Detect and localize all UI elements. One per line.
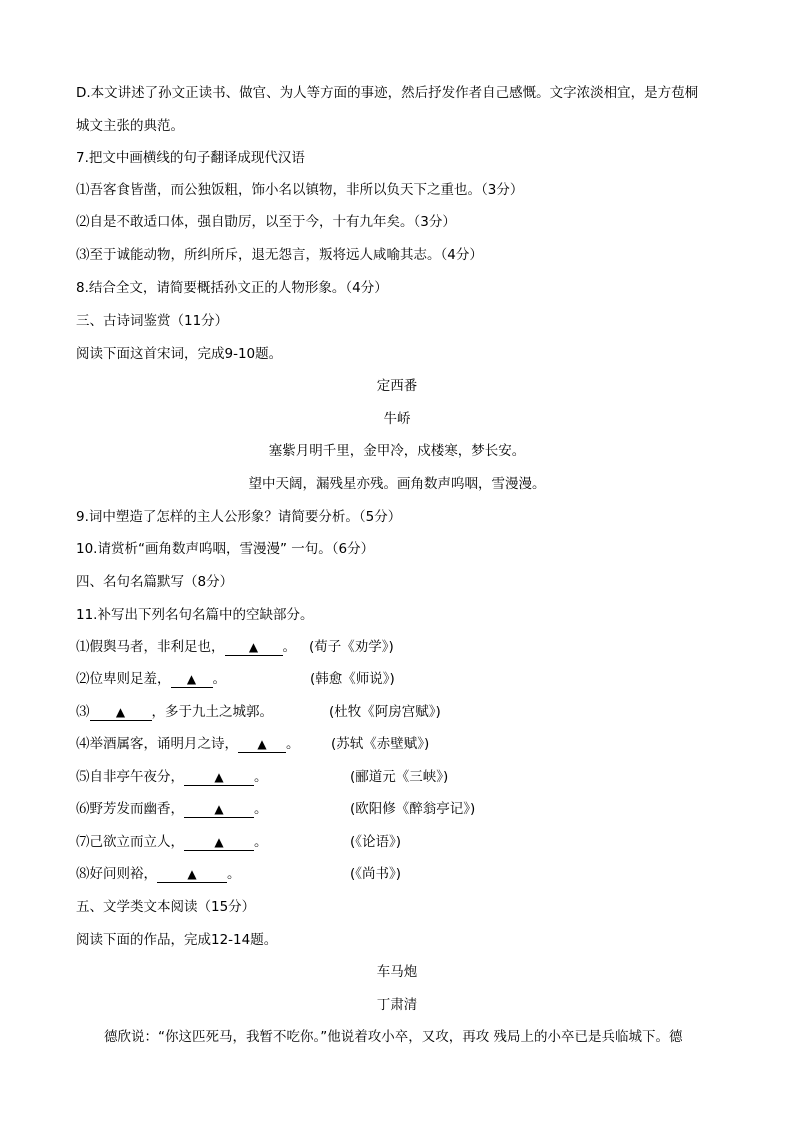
fill-item-4: ⑷举酒属客，诵明月之诗， ▲ 。 [76,736,300,752]
fill-item-6: ⑹野芳发而幽香， ▲ 。 [76,801,268,817]
triangle-mark: ▲ [214,835,224,849]
question-7-item-3: ⑶至于诚能动物，所纠所斥，退无怨言，叛将远人咸喻其志。（4分） [76,247,483,263]
fill-item-2: ⑵位卑则足羞， ▲ 。 [76,671,226,687]
fill-source-2: (韩愈《师说》) [310,671,395,687]
answer-blank[interactable] [157,866,227,883]
answer-blank[interactable] [184,834,254,851]
fill-item-8: ⑻好问则裕， ▲ 。 [76,866,241,882]
question-11: 11.补写出下列名句名篇中的空缺部分。 [76,607,314,623]
option-d-line2: 城文主张的典范。 [76,118,184,134]
fill-source-7: (《论语》) [350,834,402,850]
fill-source-6: (欧阳修《醉翁亭记》) [350,801,476,817]
fill-source-5: (郦道元《三峡》) [350,769,449,785]
fill-item-1: ⑴假舆马者，非利足也， ▲ 。 [76,639,296,655]
poem-line-1: 塞紫月明千里，金甲冷，戍楼寒，梦长安。 [268,443,526,459]
fill-source-1: (荀子《劝学》) [309,639,394,655]
fill-source-8: (《尚书》) [350,866,402,882]
triangle-mark: ▲ [257,737,267,751]
fill-item-3: ⑶ ▲ ，多于九土之城郭。 [76,704,273,720]
story-instruction: 阅读下面的作品，完成12-14题。 [76,932,278,948]
question-7: 7.把文中画横线的句子翻译成现代汉语 [76,150,305,166]
story-author: 丁肃清 [376,997,418,1013]
section-4-heading: 四、名句名篇默写（8分） [76,574,234,590]
question-7-item-1: ⑴吾客食皆凿，而公独饭粗，饰小名以镇物，非所以负天下之重也。（3分） [76,182,524,198]
triangle-mark: ▲ [115,705,126,719]
question-10: 10.请赏析“画角数声呜咽，雪漫漫” 一句。（6分） [76,541,375,557]
triangle-mark: ▲ [248,640,259,654]
answer-blank[interactable] [90,704,152,721]
poem-title: 定西番 [376,378,418,394]
section-3-heading: 三、古诗词鉴赏（11分） [76,313,229,329]
fill-item-5: ⑸自非亭午夜分， ▲ 。 [76,769,268,785]
story-paragraph-line1: 德欣说：“你这匹死马，我暂不吃你。”他说着攻小卒，又攻，再攻 残局上的小卒已是兵临城下。德 [104,1029,683,1045]
answer-blank[interactable] [225,639,283,656]
answer-blank[interactable] [171,671,213,688]
poem-instruction: 阅读下面这首宋词，完成9-10题。 [76,346,283,362]
story-title: 车马炮 [376,964,418,980]
triangle-mark: ▲ [186,672,197,686]
fill-item-7: ⑺己欲立而立人， ▲ 。 [76,834,268,850]
poem-line-2: 望中天阔，漏残星亦残。画角数声呜咽，雪漫漫。 [248,476,546,492]
fill-source-3: (杜牧《阿房宫赋》) [329,704,441,720]
fill-source-4: (苏轼《赤壁赋》) [331,736,430,752]
answer-blank[interactable] [184,769,254,786]
option-d-line1: D.本文讲述了孙文正读书、做官、为人等方面的事迹，然后抒发作者自己感慨。文字浓淡相宜，是方苞桐 [76,85,699,101]
section-5-heading: 五、文学类文本阅读（15分） [76,899,256,915]
question-9: 9.词中塑造了怎样的主人公形象？请简要分析。（5分） [76,509,402,525]
triangle-mark: ▲ [214,770,224,784]
question-8: 8.结合全文，请简要概括孙文正的人物形象。（4分） [76,280,388,296]
triangle-mark: ▲ [214,802,224,816]
question-7-item-2: ⑵自是不敢适口体，强自勖厉，以至于今，十有九年矣。（3分） [76,214,456,230]
poem-author: 牛峤 [383,411,411,427]
triangle-mark: ▲ [187,867,197,881]
answer-blank[interactable] [238,736,286,753]
answer-blank[interactable] [184,801,254,818]
